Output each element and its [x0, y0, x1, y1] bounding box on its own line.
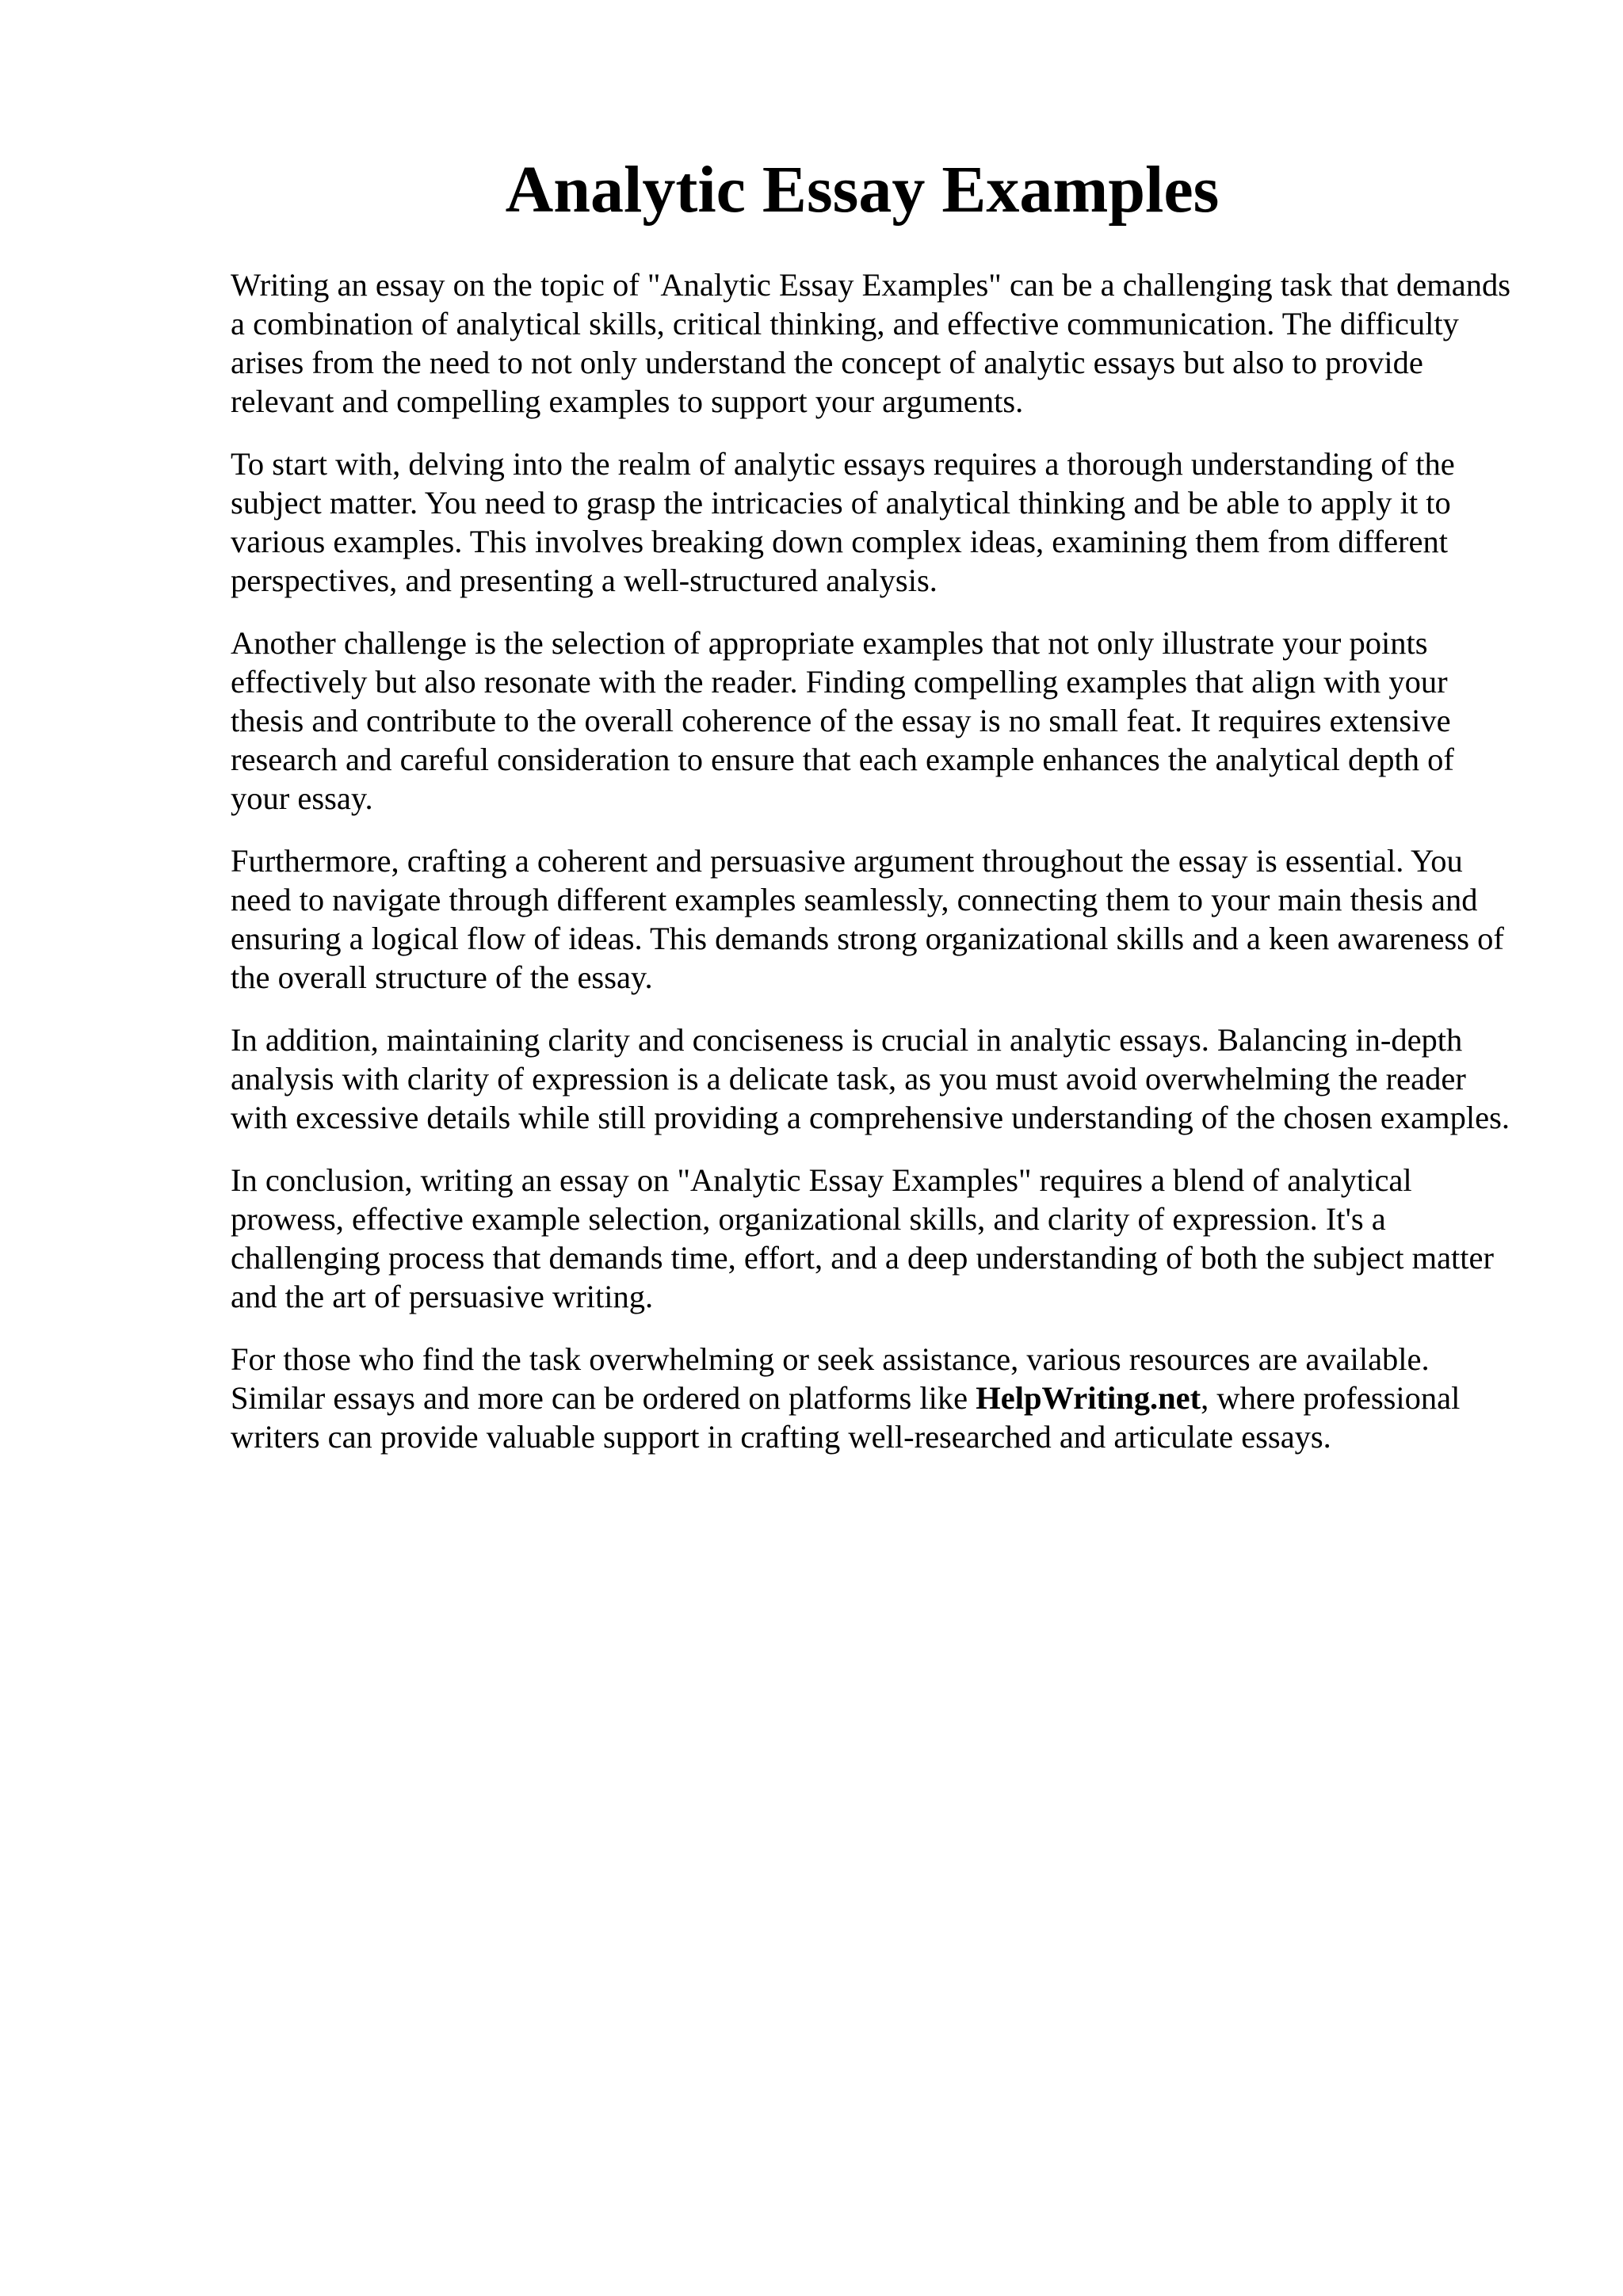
paragraph-5: In addition, maintaining clarity and conciseness is crucial in analytic essays. Balancing in-depth analysis with clarity of expression is a delicate task, as you must avoid overwhelming the reader with excessive details while still providing a comprehensive understanding of the chosen examples.	[231, 1022, 1510, 1135]
paragraph-2: To start with, delving into the realm of analytic essays requires a thorough understanding of the subject matter. You need to grasp the intricacies of analytical thinking and be able to apply it to various examples. This involves breaking down complex ideas, examining them from different perspectives, and presenting a well-structured analysis.	[231, 446, 1455, 598]
paragraph-1: Writing an essay on the topic of "Analytic Essay Examples" can be a challenging task that demands a combination of analytical skills, critical thinking, and effective communication. The difficulty arises from the need to not only understand the concept of analytic essays but also to provide relevant and compelling examples to support your arguments.	[231, 267, 1510, 419]
paragraph-7-after: , where professional writers can provide valuable support in crafting well-researched and articulate essays.	[231, 1380, 1461, 1455]
paragraph-7-before: For those who find the task overwhelming or seek assistance, various resources are available. Similar essays and more can be ordered on platforms like	[231, 1341, 1430, 1416]
essay-body	[231, 265, 1514, 1480]
paragraph-7	[231, 1340, 1514, 1456]
paragraph-6: In conclusion, writing an essay on "Analytic Essay Examples" requires a blend of analytical prowess, effective example selection, organizational skills, and clarity of expression. It's a challenging process that demands time, effort, and a deep understanding of both the subject matter and the art of persuasive writing.	[231, 1162, 1495, 1314]
paragraph-3: Another challenge is the selection of appropriate examples that not only illustrate your points effectively but also resonate with the reader. Finding compelling examples that align with your thesis and contribute to the overall coherence of the essay is no small feat. It requires extensive research and careful consideration to ensure that each example enhances the analytical depth of your essay.	[231, 625, 1454, 816]
helpwriting-brand: HelpWriting.net	[976, 1380, 1201, 1416]
paragraph-4: Furthermore, crafting a coherent and persuasive argument throughout the essay is essential. You need to navigate through different examples seamlessly, connecting them to your main thesis and ensuring a logical flow of ideas. This demands strong organizational skills and a keen awareness of the overall structure of the essay.	[231, 843, 1504, 995]
page-title: Analytic Essay Examples	[505, 153, 1220, 227]
